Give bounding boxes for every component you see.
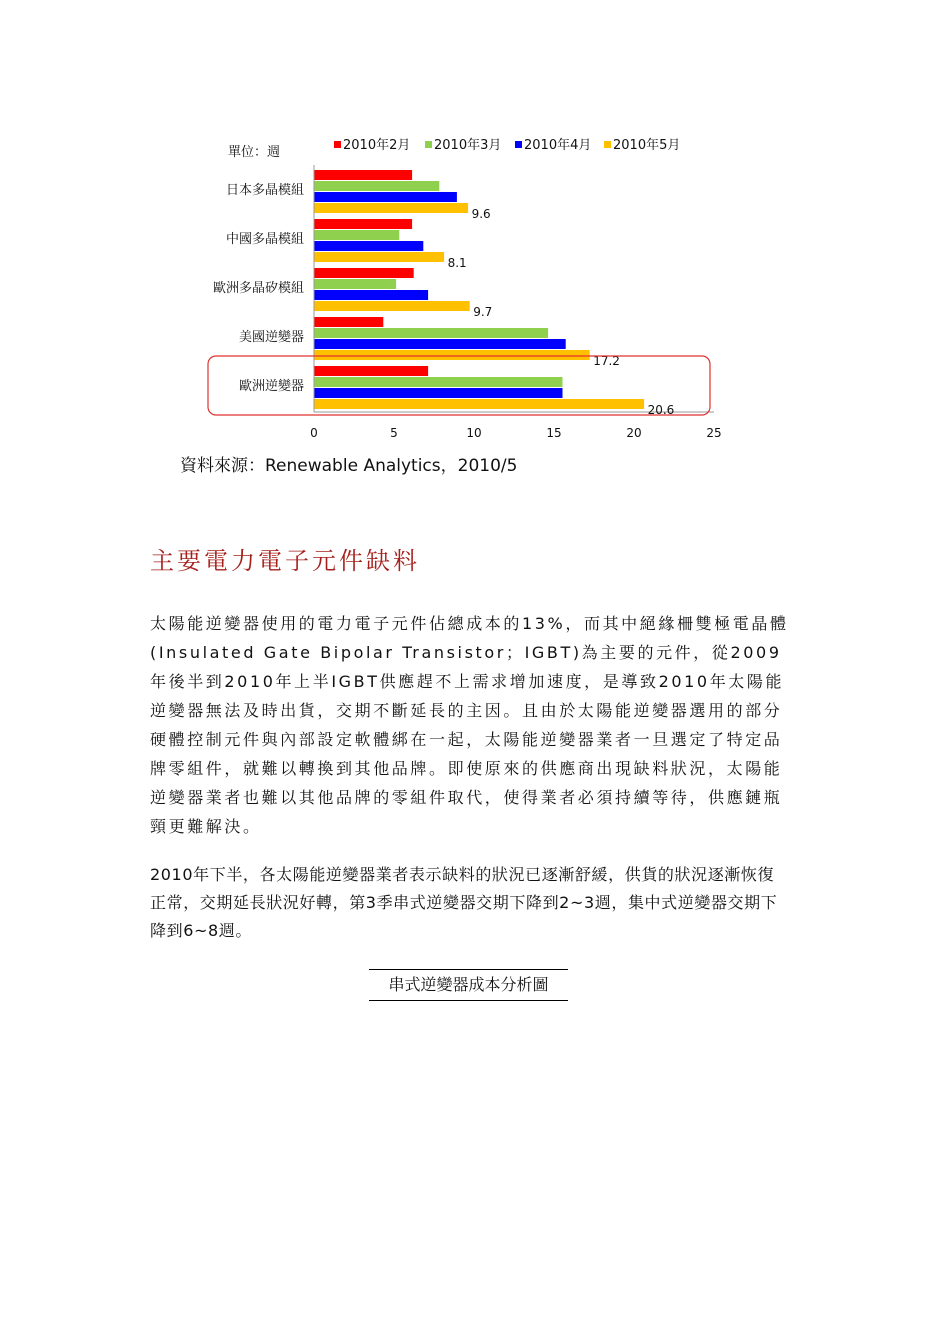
chart-source: 資料來源：Renewable Analytics，2010/5: [180, 456, 518, 476]
category-label: 中國多晶模組: [225, 232, 304, 247]
bar: [315, 219, 413, 229]
data-label: 8.1: [447, 256, 467, 270]
bar: [315, 328, 549, 338]
category-label: 歐洲多晶矽模組: [212, 281, 304, 296]
legend-swatch: [515, 141, 522, 148]
unit-label: 單位：週: [228, 145, 281, 160]
legend-label: 2010年5月: [613, 138, 681, 153]
data-label: 17.2: [593, 354, 620, 368]
legend-swatch: [334, 141, 341, 148]
bar: [315, 252, 445, 262]
bar: [315, 290, 429, 300]
lead-time-bar-chart: [190, 125, 730, 450]
data-label: 9.6: [471, 207, 491, 221]
category-label: 美國逆變器: [238, 330, 304, 345]
x-tick-label: 25: [706, 426, 722, 440]
bar: [315, 339, 566, 349]
x-tick-label: 10: [466, 426, 482, 440]
bar: [315, 230, 400, 240]
x-tick-label: 0: [310, 426, 318, 440]
data-label: 20.6: [647, 403, 675, 417]
data-label: 9.7: [473, 305, 493, 319]
bar: [315, 170, 413, 180]
legend-swatch: [425, 141, 432, 148]
bar: [315, 301, 470, 311]
figure-caption: 串式逆變器成本分析圖: [369, 969, 568, 1001]
bar: [315, 388, 563, 398]
plot-area: [208, 165, 722, 440]
bar: [315, 268, 414, 278]
bar: [315, 350, 590, 360]
x-tick-label: 20: [626, 426, 642, 440]
bar: [315, 203, 469, 213]
legend-label: 2010年3月: [434, 138, 502, 153]
chart-legend: [334, 137, 680, 153]
category-label: 日本多晶模組: [225, 183, 304, 198]
section-heading: 主要電力電子元件缺料: [150, 547, 420, 575]
bar: [315, 192, 457, 202]
legend-swatch: [604, 141, 611, 148]
legend-label: 2010年4月: [524, 138, 592, 153]
legend-label: 2010年2月: [343, 138, 411, 153]
bar: [315, 377, 563, 387]
paragraph-igbt-shortage: 太陽能逆變器使用的電力電子元件佔總成本的13%，而其中絕緣柵雙極電晶體(Insulated Gate Bipolar Transistor；IGBT)為主要的元件，從2009年後半到2010年上半IGBT供應趕不上需求增加速度，是導致2010年太陽能逆變器無法及時出貨，交期不斷延長的主因。且由於太陽能逆變器選用的部分硬體控制元件與內部設定軟體綁在一起，太陽能逆變器業者一旦選定了特定品牌零組件，就難以轉換到其他品牌。即使原來的供應商出現缺料狀況，太陽能逆變器業者也難以其他品牌的零組件取代，使得業者必須持續等待，供應鏈瓶頸更難解決。: [150, 614, 789, 836]
bar: [315, 399, 645, 409]
bar: [315, 366, 429, 376]
x-tick-label: 5: [390, 426, 398, 440]
bar: [315, 241, 424, 251]
bar: [315, 317, 384, 327]
bar: [315, 181, 440, 191]
category-label: 歐洲逆變器: [238, 379, 304, 394]
x-tick-label: 15: [546, 426, 562, 440]
paragraph-supply-recovery: 2010年下半，各太陽能逆變器業者表示缺料的狀況已逐漸舒緩，供貨的狀況逐漸恢復正常，交期延長狀況好轉，第3季串式逆變器交期下降到2~3週，集中式逆變器交期下降到6~8週。: [150, 865, 778, 940]
bar: [315, 279, 397, 289]
